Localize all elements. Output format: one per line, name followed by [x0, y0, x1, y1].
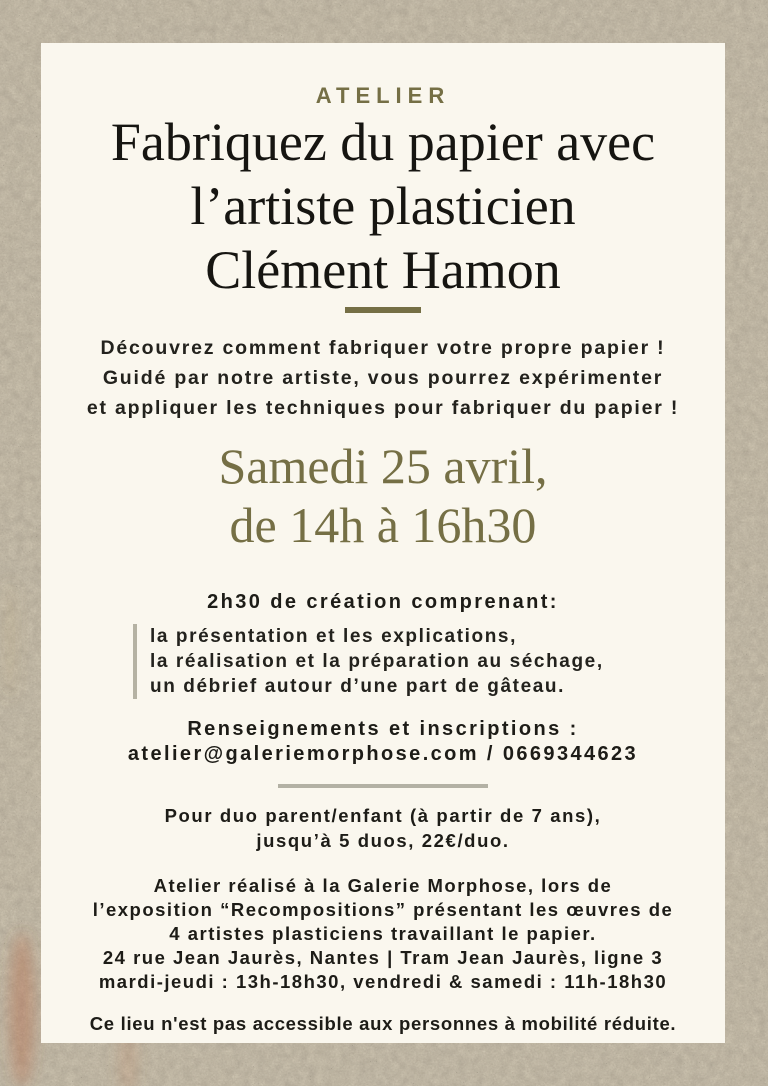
- venue-line-4: 24 rue Jean Jaurès, Nantes | Tram Jean Jaurès, ligne 3: [102, 947, 664, 968]
- kicker-atelier: ATELIER: [315, 83, 451, 108]
- program-item-2: la réalisation et la préparation au séchage,: [150, 651, 604, 672]
- pricing-info: [41, 804, 725, 853]
- event-date-line-2: de 14h à 16h30: [229, 497, 537, 553]
- intro-line-1: Découvrez comment fabriquer votre propre papier !: [100, 337, 666, 359]
- contact-email-phone: atelier@galeriemorphose.com / 0669344623: [127, 743, 639, 765]
- contact-heading: Renseignements et inscriptions :: [187, 718, 579, 740]
- section-divider: [278, 784, 488, 788]
- pricing-line-1: Pour duo parent/enfant (à partir de 7 ans),: [164, 805, 602, 826]
- event-date: [41, 437, 725, 555]
- event-date-line-1: Samedi 25 avril,: [218, 438, 548, 494]
- title-line-2: l’artiste plasticien: [190, 176, 576, 236]
- program-item-3: un débrief autour d’une part de gâteau.: [150, 676, 565, 697]
- title-underline: [345, 307, 421, 313]
- poster-title: [41, 110, 725, 302]
- program-heading: 2h30 de création comprenant:: [207, 591, 559, 613]
- program-item-1: la présentation et les explications,: [150, 626, 517, 647]
- program-list: [133, 624, 725, 699]
- venue-line-1: Atelier réalisé à la Galerie Morphose, lors de: [153, 875, 613, 896]
- title-line-3: Clément Hamon: [205, 240, 561, 300]
- intro-line-2: Guidé par notre artiste, vous pourrez expérimenter: [102, 367, 664, 389]
- pricing-line-2: jusqu’à 5 duos, 22€/duo.: [256, 829, 510, 851]
- venue-line-3: 4 artistes plasticiens travaillant le papier.: [169, 923, 597, 944]
- venue-info: [41, 874, 725, 994]
- accessibility-note: Ce lieu n'est pas accessible aux personnes à mobilité réduite.: [89, 1013, 677, 1034]
- intro-line-3: et appliquer les techniques pour fabriquer du papier !: [86, 397, 680, 419]
- venue-line-2: l’exposition “Recompositions” présentant les œuvres de: [92, 899, 674, 920]
- intro-paragraph: [41, 333, 725, 423]
- poster-card: [41, 43, 725, 1043]
- venue-line-5: mardi-jeudi : 13h-18h30, vendredi & samedi : 11h-18h30: [98, 971, 668, 992]
- title-line-1: Fabriquez du papier avec: [110, 112, 656, 172]
